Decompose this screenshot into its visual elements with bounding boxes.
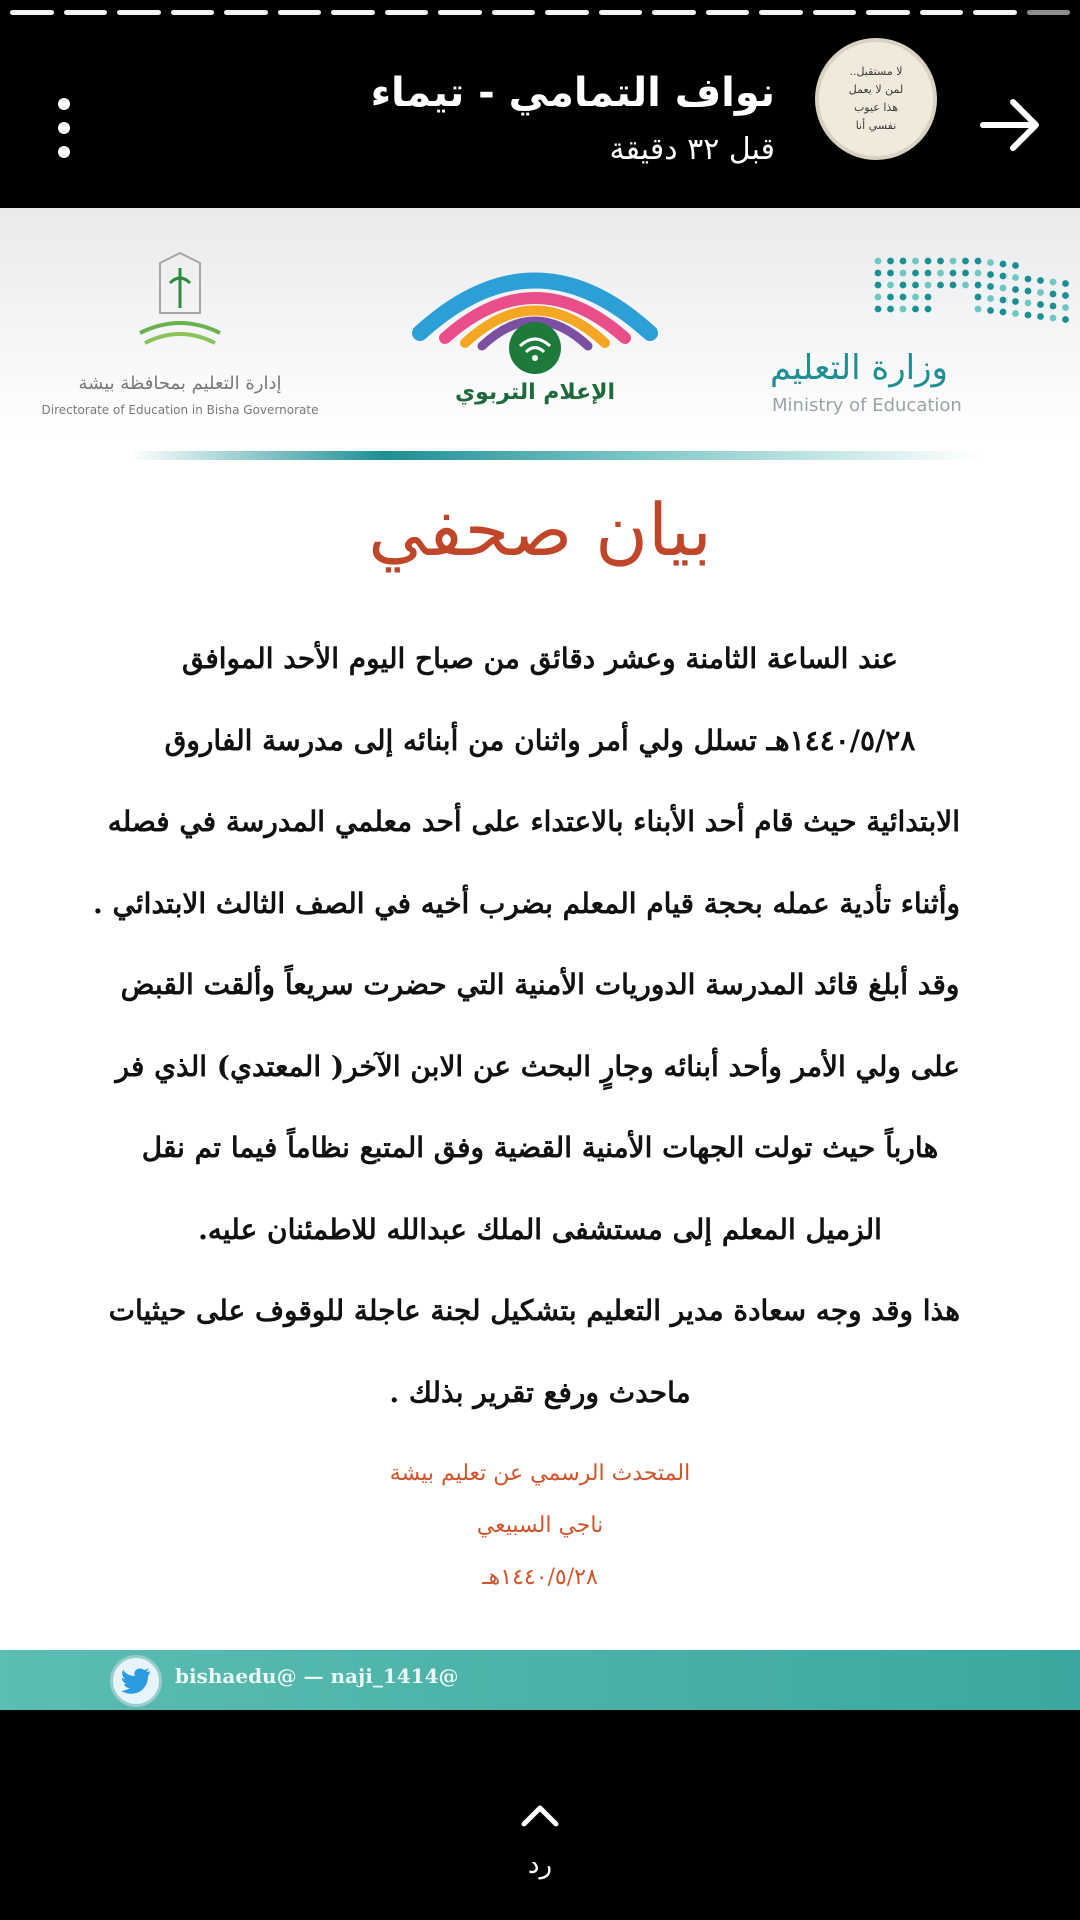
progress-segment (278, 10, 322, 15)
progress-segment (438, 10, 482, 15)
body-line: وأثناء تأدية عمله بحجة قيام المعلم بضرب أخيه في الصف الثالث الابتدائي . (93, 886, 960, 920)
left-logo-english: Directorate of Education in Bisha Governorate (41, 403, 319, 417)
left-logo-arabic: إدارة التعليم بمحافظة بيشة (78, 373, 282, 394)
progress-segment (1027, 10, 1071, 15)
progress-segment (64, 10, 108, 15)
reply-label: رد (527, 1850, 553, 1880)
signature-role: المتحدث الرسمي عن تعليم بيشة (389, 1461, 691, 1486)
more-options-icon[interactable] (52, 98, 76, 158)
progress-segment (385, 10, 429, 15)
avatar-text-line: نفسي أنا (855, 119, 897, 132)
document-header (0, 208, 1080, 438)
progress-segment (920, 10, 964, 15)
post-time: قبل ٣٢ دقيقة (609, 132, 775, 167)
twitter-icon (110, 1655, 162, 1707)
body-line: على ولي الأمر وأحد أبنائه وجارٍ البحث عن الابن الآخر( المعتدي) الذي فر (115, 1049, 960, 1083)
body-line: ماحدث ورفع تقرير بذلك . (389, 1375, 691, 1409)
ministry-of-education-logo (760, 253, 1080, 423)
progress-segment (813, 10, 857, 15)
story-header (0, 30, 1080, 200)
progress-segment (599, 10, 643, 15)
emblem-icon (120, 243, 240, 363)
chevron-up-icon (520, 1802, 560, 1828)
body-line: عند الساعة الثامنة وعشر دقائق من صباح اليوم الأحد الموافق (182, 642, 898, 675)
press-release-image (0, 208, 1080, 1710)
progress-segment (545, 10, 589, 15)
poster-name[interactable]: نواف التمامي - تيماء (370, 70, 775, 116)
body-line: وقد أبلغ قائد المدرسة الدوريات الأمنية التي حضرت سريعاً وألقت القبض (120, 968, 960, 1001)
document-body (93, 618, 960, 1433)
center-logo-arabic: الإعلام التربوي (454, 380, 616, 405)
signature-name: ناجي السبيعي (476, 1513, 604, 1538)
story-progress-bar (10, 10, 1070, 16)
avatar-text-line: لا مستقبل.. (849, 65, 903, 78)
progress-segment (171, 10, 215, 15)
signature-block (0, 1448, 1080, 1604)
reply-button[interactable] (0, 1790, 1080, 1900)
progress-segment (706, 10, 750, 15)
progress-segment (224, 10, 268, 15)
avatar-text-line: هذا عيوب (853, 101, 899, 114)
right-logo-english: Ministry of Education (772, 395, 962, 416)
avatar[interactable] (815, 38, 937, 160)
progress-segment (759, 10, 803, 15)
arrow-right-icon[interactable] (975, 90, 1045, 160)
signature-date: ١٤٤٠/٥/٢٨هـ (482, 1565, 598, 1590)
progress-segment (866, 10, 910, 15)
progress-segment (117, 10, 161, 15)
twitter-handles: bishaedu@ — naji_1414@ (175, 1664, 459, 1688)
progress-segment (652, 10, 696, 15)
document-footer (0, 1650, 1080, 1710)
avatar-image-text (849, 63, 903, 135)
body-line: الابتدائية حيث قام أحد الأبناء بالاعتداء على أحد معلمي المدرسة في فصله (107, 805, 960, 838)
progress-segment (331, 10, 375, 15)
bisha-education-logo (40, 243, 320, 423)
dots-pattern-icon (870, 253, 1080, 333)
progress-segment (492, 10, 536, 15)
body-line: ١٤٤٠/٥/٢٨هـ تسلل ولي أمر واثنان من أبنائه إلى مدرسة الفاروق (164, 723, 916, 757)
rainbow-wifi-icon (410, 248, 660, 378)
body-line: هارباً حيث تولت الجهات الأمنية القضية وفق المتبع نظاماً فيما تم نقل (141, 1131, 939, 1164)
body-line: هذا وقد وجه سعادة مدير التعليم بتشكيل لجنة عاجلة للوقوف على حيثيات (108, 1294, 960, 1327)
progress-segment (10, 10, 54, 15)
document-title: بيان صحفي (368, 488, 712, 572)
body-line: الزميل المعلم إلى مستشفى الملك عبدالله للاطمئنان عليه. (198, 1212, 882, 1246)
right-logo-arabic: وزارة التعليم (770, 348, 948, 388)
header-divider (130, 451, 980, 460)
avatar-text-line: لمن لا يعمل (848, 83, 904, 96)
progress-segment (973, 10, 1017, 15)
educational-media-logo (410, 248, 660, 418)
